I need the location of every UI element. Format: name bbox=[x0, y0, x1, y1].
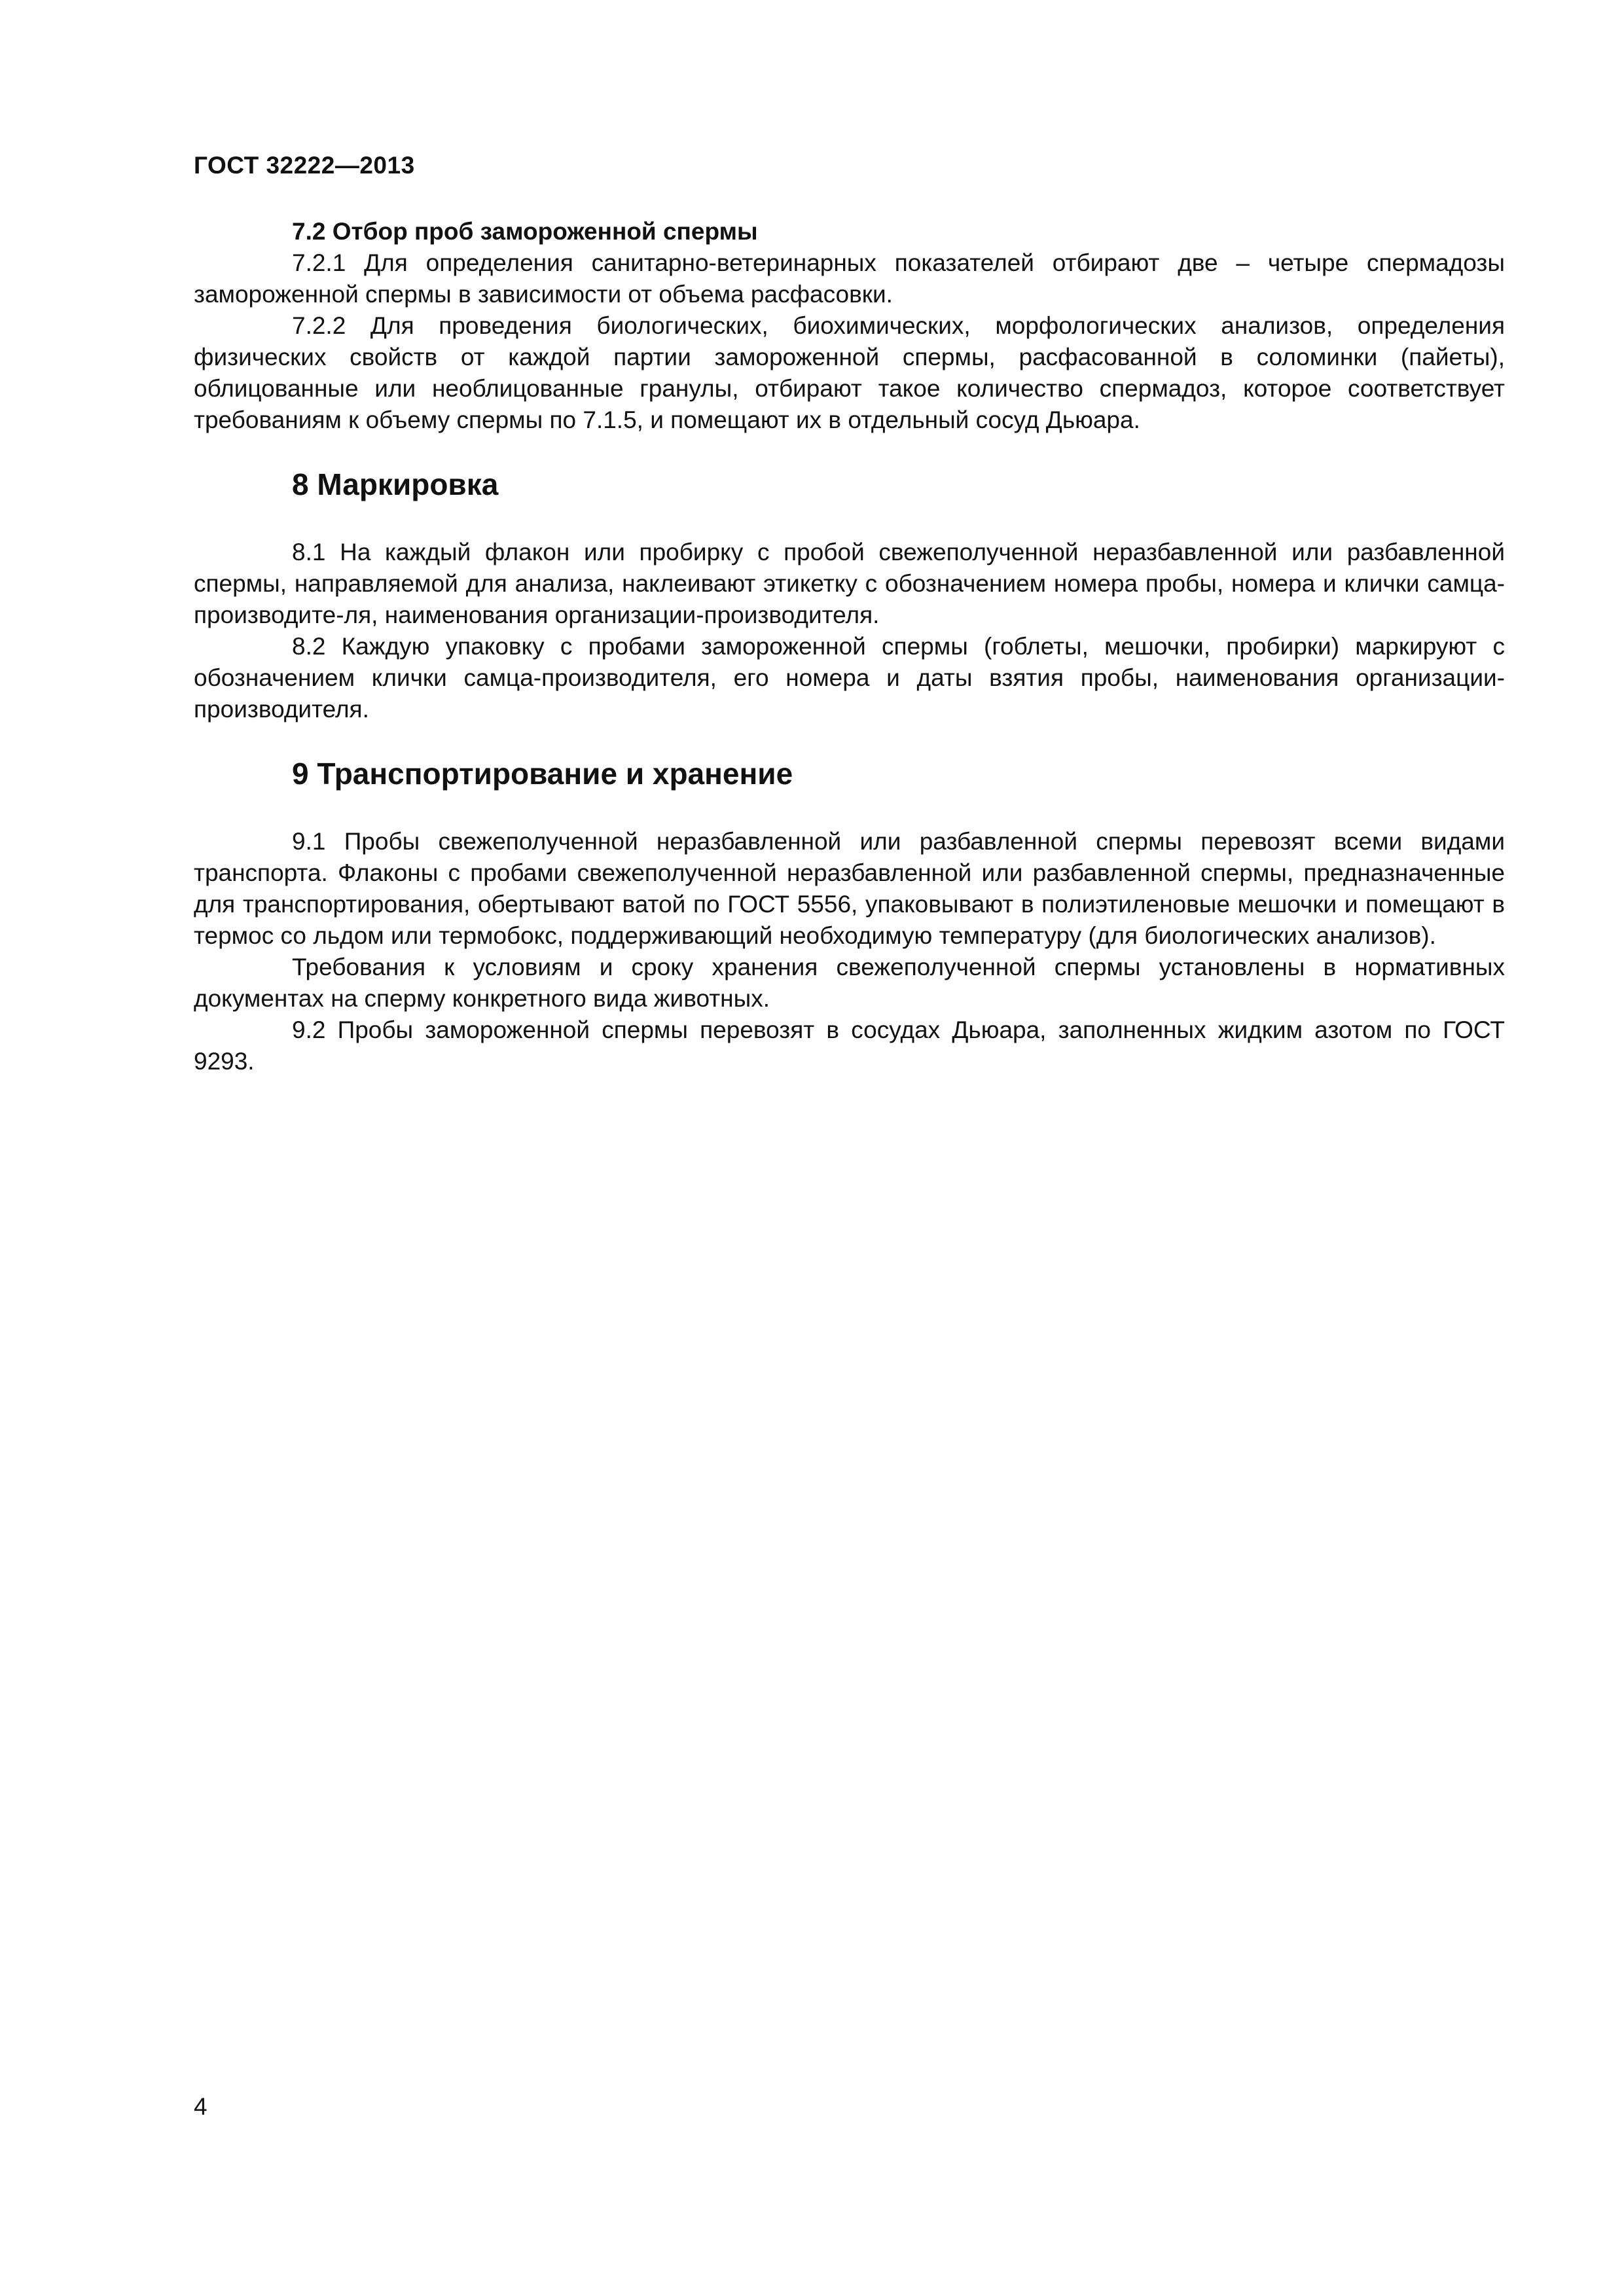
paragraph-8-1: 8.1 На каждый флакон или пробирку с пробой свежеполученной неразбавленной или разбавленной спермы, направляемой для анализа, наклеивают этикетку с обозначением номера пробы, номера и клички самца-производите-ля, наименования организации-производителя. bbox=[194, 539, 1505, 628]
document-code-header: ГОСТ 32222—2013 bbox=[194, 152, 415, 179]
page-content bbox=[194, 216, 1505, 1077]
subsection-7-2-title: 7.2 Отбор проб замороженной спермы bbox=[292, 218, 758, 245]
paragraph-7-2-1: 7.2.1 Для определения санитарно-ветеринарных показателей отбирают две – четыре спермадозы замороженной спермы в зависимости от объема расфасовки. bbox=[194, 249, 1505, 308]
paragraph-9-1-storage: Требования к условиям и сроку хранения свежеполученной спермы установлены в нормативных документах на сперму конкретного вида животных. bbox=[194, 954, 1505, 1012]
paragraph-9-1: 9.1 Пробы свежеполученной неразбавленной или разбавленной спермы перевозят всеми видами транспорта. Флаконы с пробами свежеполученной неразбавленной или разбавленной спермы, предназначенные для транспортирования, обертывают ватой по ГОСТ 5556, упаковывают в полиэтиленовые мешочки и помещают в термос со льдом или термобокс, поддерживающий необходимую температуру (для биологических анализов). bbox=[194, 828, 1505, 949]
paragraph-8-2: 8.2 Каждую упаковку с пробами замороженной спермы (гоблеты, мешочки, пробирки) маркируют с обозначением клички самца-производителя, его номера и даты взятия пробы, наименования организации-производителя. bbox=[194, 633, 1505, 723]
section-8-title: 8 Маркировка bbox=[292, 467, 499, 501]
page-number: 4 bbox=[194, 2093, 208, 2120]
paragraph-7-2-2: 7.2.2 Для проведения биологических, биохимических, морфологических анализов, определения физических свойств от каждой партии замороженной спермы, расфасованной в соломинки (пайеты), облицованные или необлицованные гранулы, отбирают такое количество спермадоз, которое соответствует требованиям к объему спермы по 7.1.5, и помещают их в отдельный сосуд Дьюара. bbox=[194, 312, 1505, 433]
section-9-title: 9 Транспортирование и хранение bbox=[292, 757, 793, 791]
paragraph-9-2: 9.2 Пробы замороженной спермы перевозят в сосудах Дьюара, заполненных жидким азотом по ГОСТ 9293. bbox=[194, 1016, 1505, 1075]
